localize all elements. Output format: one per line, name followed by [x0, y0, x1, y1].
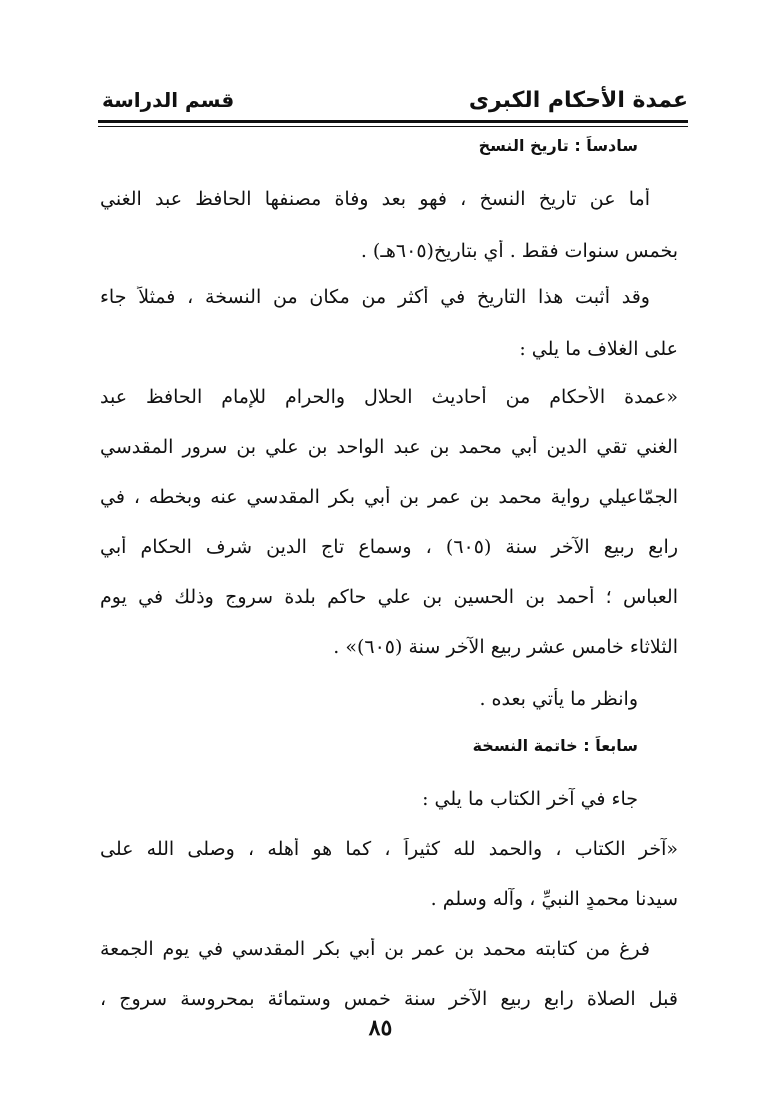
paragraph-line: أما عن تاريخ النسخ ، فهو بعد وفاة مصنفها الحافظ عبد الغني: [100, 188, 650, 210]
heading-seventh: سابعاً : خاتمة النسخة: [472, 736, 638, 755]
quote-line: «آخر الكتاب ، والحمد لله كثيراً ، كما هو أهله ، وصلى الله على: [100, 838, 678, 860]
quote-line: «عمدة الأحكام من أحاديث الحلال والحرام للإمام الحافظ عبد: [100, 386, 678, 408]
quote-line: الثلاثاء خامس عشر ربيع الآخر سنة (٦٠٥)» .: [333, 636, 678, 658]
quote-line: الغني تقي الدين أبي محمد بن عبد الواحد بن علي بن سرور المقدسي: [100, 436, 678, 458]
header-rule-thick: [98, 120, 688, 123]
heading-sixth: سادساً : تاريخ النسخ: [478, 136, 638, 155]
paragraph-line: قبل الصلاة رابع ربيع الآخر سنة خمس وستمائة بمحروسة سروج ،: [100, 988, 678, 1010]
quote-line: العباس ؛ أحمد بن الحسين بن علي حاكم بلدة سروج وذلك في يوم: [100, 586, 678, 608]
quote-line: سيدنا محمدٍ النبيِّ ، وآله وسلم .: [430, 888, 678, 910]
paragraph-line: وقد أثبت هذا التاريخ في أكثر من مكان من النسخة ، فمثلاً جاء: [100, 286, 650, 308]
section-title: قسم الدراسة: [102, 88, 235, 112]
header-rule-thin: [98, 126, 688, 127]
quote-line: الجمّاعيلي رواية محمد بن عمر بن أبي بكر المقدسي عنه وبخطه ، في: [100, 486, 678, 508]
quote-line: رابع ربيع الآخر سنة (٦٠٥) ، وسماع تاج الدين شرف الحكام أبي: [100, 536, 678, 558]
page-number: ٨٥: [368, 1015, 393, 1041]
book-title: عمدة الأحكام الكبرى: [468, 88, 688, 113]
paragraph-line: وانظر ما يأتي بعده .: [479, 688, 638, 710]
running-header: [98, 84, 688, 124]
paragraph-line: على الغلاف ما يلي :: [519, 338, 678, 360]
paragraph-line: فرغ من كتابته محمد بن عمر بن أبي بكر المقدسي في يوم الجمعة: [100, 938, 650, 960]
paragraph-line: بخمس سنوات فقط . أي بتاريخ(٦٠٥هـ) .: [360, 240, 678, 262]
paragraph-line: جاء في آخر الكتاب ما يلي :: [422, 788, 638, 810]
